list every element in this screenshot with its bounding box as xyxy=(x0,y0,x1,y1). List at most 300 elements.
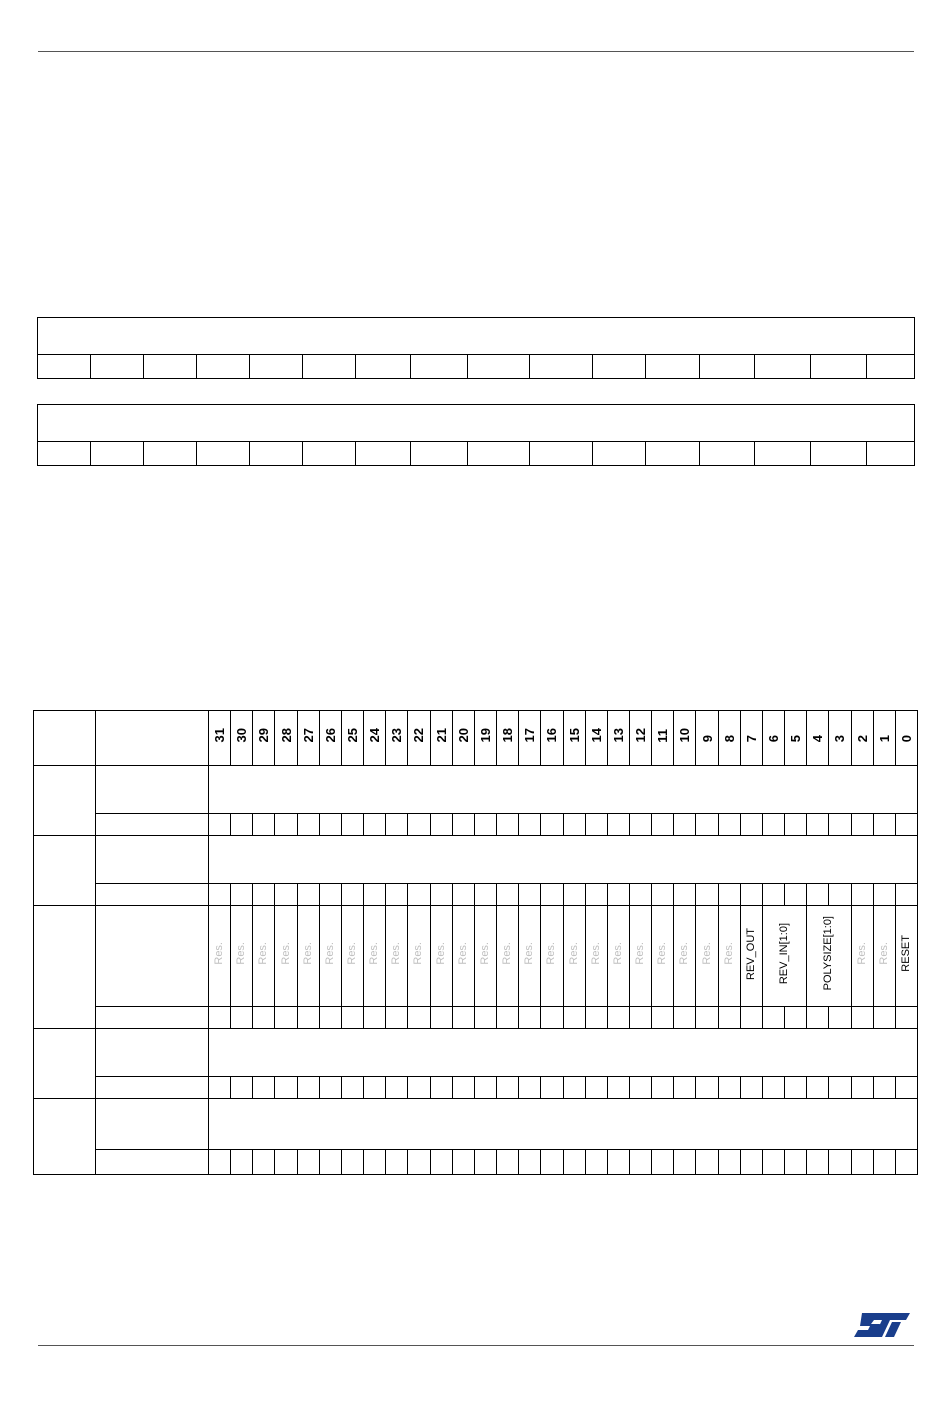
bit-reset-cell xyxy=(364,1077,386,1099)
bit-number-label: 11 xyxy=(655,728,671,743)
bit-reset-cell xyxy=(430,884,452,906)
bit-reset-cell xyxy=(829,814,851,836)
bit-number-label: 18 xyxy=(500,728,516,743)
bit-number-cell xyxy=(652,711,674,766)
reserved-bit-cell xyxy=(873,906,895,1007)
bit-number-label: 24 xyxy=(367,728,383,743)
bit-reset-cell xyxy=(873,1150,895,1175)
bit-reset-cell xyxy=(541,1007,563,1029)
bit-reset-cell xyxy=(873,1077,895,1099)
bit-reset-cell xyxy=(541,1150,563,1175)
field-span-cell xyxy=(209,1029,918,1077)
bit-reset-cell xyxy=(452,884,474,906)
reserved-bit-cell-label: Res. xyxy=(501,942,514,965)
bit-number-label: 7 xyxy=(743,734,759,742)
field-name-cell xyxy=(38,318,915,355)
bit-number-cell xyxy=(297,711,319,766)
reserved-bit-cell-label: Res. xyxy=(611,942,624,965)
bit-number-cell xyxy=(209,711,231,766)
bit-reset-cell xyxy=(386,1007,408,1029)
bit-number-label: 19 xyxy=(477,728,493,743)
reserved-bit-cell-label: Res. xyxy=(346,942,359,965)
bit-reset-cell xyxy=(895,814,917,836)
bit-reset-cell xyxy=(253,1007,275,1029)
bit-number-cell xyxy=(629,711,651,766)
bit-number-label: 30 xyxy=(234,728,250,743)
reserved-bit-cell xyxy=(341,906,363,1007)
bit-reset-cell xyxy=(497,814,519,836)
bit-reset-cell xyxy=(519,884,541,906)
bit-reset-cell xyxy=(785,814,807,836)
reserved-bit-cell xyxy=(319,906,341,1007)
bit-reset-cell xyxy=(319,1007,341,1029)
rev-out-field xyxy=(740,906,762,1007)
register-header-cell xyxy=(96,711,209,766)
reset-label-cell xyxy=(96,814,209,836)
bit-reset-cell xyxy=(253,1150,275,1175)
reserved-bit-cell xyxy=(652,906,674,1007)
bit-number-cell xyxy=(740,711,762,766)
bit-reset-cell xyxy=(696,1007,718,1029)
bit-number-cell xyxy=(452,711,474,766)
reserved-bit-cell-label: Res. xyxy=(456,942,469,965)
bit-number-cell xyxy=(762,711,784,766)
bit-reset-cell xyxy=(430,1077,452,1099)
bit-reset-cell xyxy=(275,884,297,906)
bit-reset-cell xyxy=(386,814,408,836)
bit-reset-cell xyxy=(297,1150,319,1175)
register-row-4 xyxy=(34,1029,918,1077)
bit-reset-cell xyxy=(541,884,563,906)
reset-field-label: RESET xyxy=(899,935,912,972)
bit-reset-cell xyxy=(674,1150,696,1175)
bit-reset-cell xyxy=(829,1150,851,1175)
reserved-bit-cell xyxy=(629,906,651,1007)
field-name-cell xyxy=(38,405,915,442)
bit-reset-cell xyxy=(541,1077,563,1099)
bit-reset-cell xyxy=(430,814,452,836)
bit-reset-cell xyxy=(231,1150,253,1175)
bit-number-label: 9 xyxy=(699,734,715,742)
bit-reset-cell xyxy=(231,1007,253,1029)
bit-reset-cell xyxy=(364,814,386,836)
bit-reset-cell xyxy=(430,1150,452,1175)
bit-reset-cell xyxy=(253,1077,275,1099)
bit-reset-cell xyxy=(585,884,607,906)
bit-number-label: 17 xyxy=(522,728,538,743)
reserved-bit-cell-label: Res. xyxy=(678,942,691,965)
register-row-5 xyxy=(34,1099,918,1150)
bit-reset-cell xyxy=(563,1007,585,1029)
bit-reset-cell xyxy=(297,884,319,906)
bit-reset-cell xyxy=(364,884,386,906)
bit-number-label: 22 xyxy=(411,728,427,743)
bit-number-label: 23 xyxy=(389,728,405,743)
bit-reset-cell xyxy=(209,1007,231,1029)
reserved-bit-cell-label: Res. xyxy=(634,942,647,965)
bit-number-cell xyxy=(696,711,718,766)
reset-value-row-4 xyxy=(34,1077,918,1099)
bit-reset-cell xyxy=(585,1150,607,1175)
field-span-cell xyxy=(209,1099,918,1150)
reset-label-cell xyxy=(96,884,209,906)
reserved-bit-cell-label: Res. xyxy=(412,942,425,965)
bit-number-label: 26 xyxy=(322,728,338,743)
bit-number-label: 2 xyxy=(854,734,870,742)
bit-reset-cell xyxy=(740,1150,762,1175)
register-name-cell xyxy=(96,1099,209,1150)
reserved-bit-cell xyxy=(718,906,740,1007)
reset-label-cell xyxy=(96,1150,209,1175)
reserved-bit-cell xyxy=(696,906,718,1007)
bit-reset-cell xyxy=(895,1077,917,1099)
reserved-bit-cell-label: Res. xyxy=(257,942,270,965)
bit-number-cell xyxy=(585,711,607,766)
bit-number-cell xyxy=(895,711,917,766)
bit-reset-cell xyxy=(319,884,341,906)
bit-reset-cell xyxy=(807,1150,829,1175)
bit-reset-cell xyxy=(696,1077,718,1099)
bit-number-label: 16 xyxy=(544,728,560,743)
reserved-bit-cell-label: Res. xyxy=(390,942,403,965)
bit-reset-cell xyxy=(652,884,674,906)
bit-reset-cell xyxy=(452,1077,474,1099)
reserved-bit-cell-label: Res. xyxy=(301,942,314,965)
reserved-bit-cell-label: Res. xyxy=(368,942,381,965)
bit-reset-cell xyxy=(519,1007,541,1029)
bit-reset-cell xyxy=(762,1007,784,1029)
bit-reset-cell xyxy=(629,1077,651,1099)
bit-reset-cell xyxy=(452,1007,474,1029)
bit-reset-cell xyxy=(408,814,430,836)
bit-reset-cell xyxy=(408,1150,430,1175)
rev-in-field xyxy=(762,906,806,1007)
reserved-bit-cell-label: Res. xyxy=(656,942,669,965)
bit-reset-cell xyxy=(253,814,275,836)
bit-number-label: 4 xyxy=(810,734,826,742)
bit-reset-cell xyxy=(253,884,275,906)
reserved-bit-cell-label: Res. xyxy=(213,942,226,965)
bit-reset-cell xyxy=(364,1150,386,1175)
reserved-bit-cell xyxy=(585,906,607,1007)
bit-reset-cell xyxy=(851,1150,873,1175)
reserved-bit-cell xyxy=(297,906,319,1007)
bit-reset-cell xyxy=(231,1077,253,1099)
bit-number-label: 28 xyxy=(278,728,294,743)
register-row-2 xyxy=(34,836,918,884)
bit-reset-cell xyxy=(452,814,474,836)
header-rule xyxy=(38,51,914,52)
reserved-bit-cell xyxy=(386,906,408,1007)
bit-reset-cell xyxy=(762,814,784,836)
bit-number-cell xyxy=(430,711,452,766)
polysize-field-label: POLYSIZE[1:0] xyxy=(822,916,835,991)
bit-number-cell xyxy=(851,711,873,766)
bit-reset-cell xyxy=(563,814,585,836)
bit-reset-cell xyxy=(718,1007,740,1029)
bit-reset-cell xyxy=(807,1007,829,1029)
bit-reset-cell xyxy=(740,1077,762,1099)
reserved-bit-cell-label: Res. xyxy=(700,942,713,965)
reserved-bit-cell xyxy=(474,906,496,1007)
bit-reset-cell xyxy=(718,814,740,836)
bit-number-cell xyxy=(718,711,740,766)
bit-reset-cell xyxy=(430,1007,452,1029)
bit-reset-cell xyxy=(895,1150,917,1175)
bit-number-cell xyxy=(364,711,386,766)
bit-reset-cell xyxy=(341,884,363,906)
bit-number-label: 31 xyxy=(212,728,228,743)
bit-reset-cell xyxy=(297,814,319,836)
polysize-field xyxy=(807,906,851,1007)
bit-reset-cell xyxy=(785,1007,807,1029)
bit-reset-cell xyxy=(585,1007,607,1029)
offset-cell xyxy=(34,906,96,1029)
bit-reset-cell xyxy=(807,884,829,906)
reserved-bit-cell xyxy=(851,906,873,1007)
reserved-bit-cell-label: Res. xyxy=(567,942,580,965)
bit-reset-cell xyxy=(209,884,231,906)
bit-number-cell xyxy=(873,711,895,766)
bit-reset-cell xyxy=(807,1077,829,1099)
bit-reset-cell xyxy=(386,1150,408,1175)
bit-reset-cell xyxy=(341,814,363,836)
reserved-bit-cell-label: Res. xyxy=(855,942,868,965)
bit-reset-cell xyxy=(785,1077,807,1099)
bit-reset-cell xyxy=(297,1007,319,1029)
bit-reset-cell xyxy=(585,814,607,836)
bit-reset-cell xyxy=(275,1077,297,1099)
bit-reset-cell xyxy=(275,1007,297,1029)
reserved-bit-cell xyxy=(364,906,386,1007)
bit-reset-cell xyxy=(607,1077,629,1099)
bit-reset-cell xyxy=(740,884,762,906)
bit-reset-cell xyxy=(740,1007,762,1029)
bit-number-label: 1 xyxy=(876,734,892,742)
st-logo-icon xyxy=(852,1311,912,1339)
bit-reset-cell xyxy=(275,1150,297,1175)
bit-reset-cell xyxy=(762,1150,784,1175)
bit-number-label: 8 xyxy=(721,734,737,742)
reserved-bit-cell-label: Res. xyxy=(722,942,735,965)
reserved-bit-cell xyxy=(430,906,452,1007)
bit-reset-cell xyxy=(829,884,851,906)
bit-reset-cell xyxy=(275,814,297,836)
reserved-bit-cell-label: Res. xyxy=(323,942,336,965)
bit-reset-cell xyxy=(563,1150,585,1175)
bit-reset-cell xyxy=(386,884,408,906)
rev-out-field-label: REV_OUT xyxy=(744,927,757,980)
bit-reset-cell xyxy=(607,814,629,836)
reserved-bit-cell-label: Res. xyxy=(235,942,248,965)
bit-reset-cell xyxy=(829,1007,851,1029)
offset-cell xyxy=(34,766,96,836)
bit-reset-cell xyxy=(209,1150,231,1175)
bit-reset-cell xyxy=(497,884,519,906)
bit-number-cell xyxy=(497,711,519,766)
bit-reset-cell xyxy=(785,884,807,906)
bit-reset-cell xyxy=(718,1150,740,1175)
reserved-bit-cell xyxy=(563,906,585,1007)
register-name-cell xyxy=(96,766,209,814)
bit-reset-cell xyxy=(386,1077,408,1099)
bit-reset-cell xyxy=(209,814,231,836)
bit-number-label: 3 xyxy=(832,734,848,742)
bit-reset-cell xyxy=(629,1007,651,1029)
bit-number-cell xyxy=(519,711,541,766)
bit-reset-cell xyxy=(364,1007,386,1029)
bit-reset-cell xyxy=(585,1077,607,1099)
reserved-bit-cell-label: Res. xyxy=(434,942,447,965)
bit-reset-cell xyxy=(474,814,496,836)
bit-reset-cell xyxy=(718,884,740,906)
bit-reset-cell xyxy=(607,884,629,906)
bit-reset-cell xyxy=(674,1077,696,1099)
reserved-bit-cell xyxy=(607,906,629,1007)
bit-reset-cell xyxy=(895,884,917,906)
bit-reset-cell xyxy=(497,1007,519,1029)
bit-reset-cell xyxy=(652,1150,674,1175)
bit-reset-cell xyxy=(408,1077,430,1099)
bit-number-label: 13 xyxy=(610,728,626,743)
bit-number-cell xyxy=(319,711,341,766)
register-map-table xyxy=(33,710,918,1175)
reserved-bit-cell xyxy=(231,906,253,1007)
bit-reset-cell xyxy=(341,1150,363,1175)
offset-header-cell xyxy=(34,711,96,766)
reserved-bit-cell xyxy=(253,906,275,1007)
reserved-bit-cell xyxy=(209,906,231,1007)
reset-label-cell xyxy=(96,1007,209,1029)
bit-reset-cell xyxy=(696,884,718,906)
bit-number-cell xyxy=(541,711,563,766)
bit-reset-cell xyxy=(851,884,873,906)
bit-reset-cell xyxy=(740,814,762,836)
bit-reset-cell xyxy=(629,814,651,836)
bit-reset-cell xyxy=(851,1077,873,1099)
bit-reset-cell xyxy=(563,1077,585,1099)
bit-reset-cell xyxy=(696,814,718,836)
bit-number-label: 6 xyxy=(765,734,781,742)
bit-reset-cell xyxy=(209,1077,231,1099)
reserved-bit-cell xyxy=(519,906,541,1007)
bit-reset-cell xyxy=(652,1007,674,1029)
bit-reset-cell xyxy=(762,1077,784,1099)
bit-number-cell xyxy=(474,711,496,766)
bit-number-label: 10 xyxy=(677,728,693,743)
bit-reset-cell xyxy=(563,884,585,906)
bit-number-cell xyxy=(386,711,408,766)
reserved-bit-cell-label: Res. xyxy=(589,942,602,965)
offset-cell xyxy=(34,836,96,906)
bit-reset-cell xyxy=(474,884,496,906)
reserved-bit-cell-label: Res. xyxy=(877,942,890,965)
field-span-cell xyxy=(209,836,918,884)
bit-number-label: 5 xyxy=(788,734,804,742)
bit-number-label: 21 xyxy=(433,728,449,743)
bit-number-cell xyxy=(275,711,297,766)
bit-number-cell xyxy=(674,711,696,766)
bit-number-label: 14 xyxy=(588,728,604,743)
reserved-bit-cell xyxy=(497,906,519,1007)
bit-reset-cell xyxy=(519,814,541,836)
register-row-1 xyxy=(34,766,918,814)
bit-reset-cell xyxy=(674,1007,696,1029)
reset-value-row-2 xyxy=(34,884,918,906)
bit-reset-cell xyxy=(807,814,829,836)
reset-value-row-1 xyxy=(34,814,918,836)
reset-value-row-3 xyxy=(34,1007,918,1029)
bit-number-label: 0 xyxy=(898,734,914,742)
rev-in-field-label: REV_IN[1:0] xyxy=(778,922,791,985)
reserved-bit-cell xyxy=(674,906,696,1007)
bit-reset-cell xyxy=(408,884,430,906)
reset-field xyxy=(895,906,917,1007)
bit-reset-cell xyxy=(474,1150,496,1175)
reset-value-row-5 xyxy=(34,1150,918,1175)
reserved-bit-cell xyxy=(452,906,474,1007)
bit-reset-cell xyxy=(629,884,651,906)
bit-number-cell xyxy=(231,711,253,766)
bit-reset-cell xyxy=(607,1007,629,1029)
bit-number-cell xyxy=(563,711,585,766)
bit-number-label: 15 xyxy=(566,728,582,743)
register-bitfield-upper xyxy=(37,317,915,379)
bit-reset-cell xyxy=(497,1150,519,1175)
bit-reset-cell xyxy=(519,1150,541,1175)
bit-number-cell xyxy=(341,711,363,766)
bit-reset-cell xyxy=(652,1077,674,1099)
bit-reset-cell xyxy=(319,1150,341,1175)
bit-number-cell xyxy=(607,711,629,766)
bit-number-cell xyxy=(829,711,851,766)
bit-reset-cell xyxy=(497,1077,519,1099)
reserved-bit-cell xyxy=(408,906,430,1007)
reserved-bit-cell-label: Res. xyxy=(478,942,491,965)
bit-number-label: 12 xyxy=(633,728,649,743)
bit-reset-cell xyxy=(873,814,895,836)
bit-number-label: 27 xyxy=(300,728,316,743)
bit-number-label: 25 xyxy=(345,728,361,743)
bit-number-cell xyxy=(807,711,829,766)
bit-reset-cell xyxy=(785,1150,807,1175)
register-name-cell xyxy=(96,1029,209,1077)
bit-reset-cell xyxy=(519,1077,541,1099)
reserved-bit-cell xyxy=(541,906,563,1007)
bit-reset-cell xyxy=(474,1007,496,1029)
reserved-bit-cell xyxy=(275,906,297,1007)
bit-reset-cell xyxy=(696,1150,718,1175)
reserved-bit-cell-label: Res. xyxy=(545,942,558,965)
reserved-bit-cell-label: Res. xyxy=(523,942,536,965)
bit-number-label: 29 xyxy=(256,728,272,743)
footer-rule xyxy=(38,1345,914,1346)
bit-number-label: 20 xyxy=(455,728,471,743)
bit-reset-cell xyxy=(341,1077,363,1099)
bit-reset-cell xyxy=(408,1007,430,1029)
register-row-3 xyxy=(34,906,918,1007)
bit-reset-cell xyxy=(652,814,674,836)
bit-reset-cell xyxy=(895,1007,917,1029)
bit-number-cell xyxy=(253,711,275,766)
bit-reset-cell xyxy=(474,1077,496,1099)
bit-number-cell xyxy=(785,711,807,766)
offset-cell xyxy=(34,1099,96,1175)
bit-reset-cell xyxy=(231,814,253,836)
bit-reset-cell xyxy=(541,814,563,836)
reserved-bit-cell-label: Res. xyxy=(279,942,292,965)
offset-cell xyxy=(34,1029,96,1099)
